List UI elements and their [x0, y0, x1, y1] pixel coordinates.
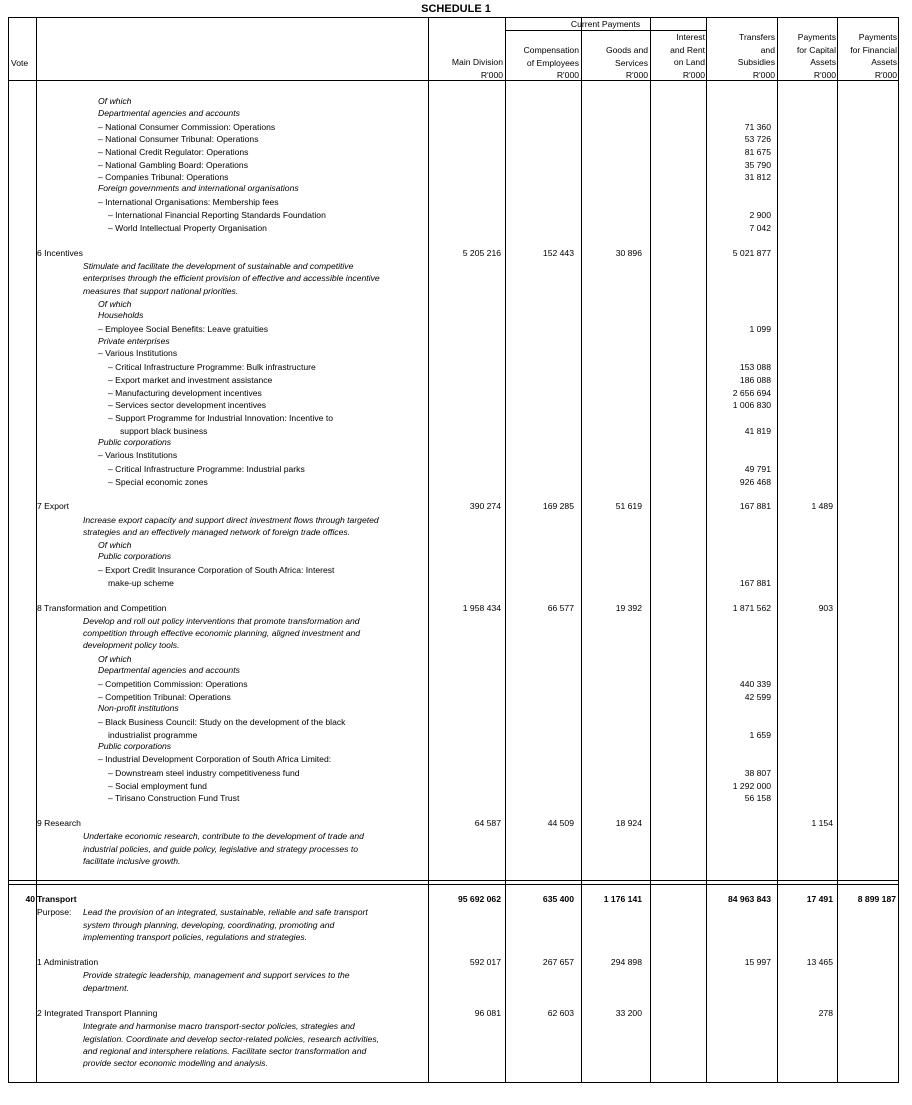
- amount-comp: 635 400: [542, 894, 574, 904]
- line-item-text: – Industrial Development Corporation of South Africa Limited:: [98, 754, 332, 764]
- amount-comp: 267 657: [542, 957, 574, 967]
- unit-label: R'000: [874, 69, 897, 80]
- unit-label: R'000: [480, 69, 503, 80]
- amount-tr: 15 997: [744, 957, 771, 967]
- goods-label: Goods and: [605, 45, 648, 55]
- amount-tr: 1 292 000: [732, 781, 771, 791]
- line-item-text: – Manufacturing development incentives: [108, 388, 262, 398]
- financial-label: Payments: [858, 32, 897, 42]
- financial-assets-header: [838, 31, 897, 81]
- amount-tr: 7 042: [749, 223, 771, 233]
- line-item-text: – Tirisano Construction Fund Trust: [108, 793, 240, 803]
- amount-goods: 51 619: [615, 501, 642, 511]
- line-item-text: – International Financial Reporting Standards Foundation: [108, 210, 326, 220]
- amount-main: 1 958 434: [462, 603, 501, 613]
- amount-main: 5 205 216: [462, 248, 501, 258]
- amount-goods: 30 896: [615, 248, 642, 258]
- compensation-label: Compensation: [523, 45, 579, 55]
- interest-label-3: on Land: [673, 57, 705, 67]
- line-item-text: – National Credit Regulator: Operations: [98, 147, 249, 157]
- line-item-text: Undertake economic research, contribute to the development of trade and: [83, 831, 364, 841]
- goods-label-2: Services: [615, 57, 648, 68]
- amount-comp: 62 603: [547, 1008, 574, 1018]
- line-item-text: – Downstream steel industry competitiveness fund: [108, 768, 300, 778]
- transfers-label-3: Subsidies: [737, 57, 775, 67]
- amount-comp: 169 285: [542, 501, 574, 511]
- col-divider: [777, 18, 778, 1082]
- amount-main: 390 274: [469, 501, 501, 511]
- interest-header: [651, 31, 705, 81]
- line-item-text: – Support Programme for Industrial Innovation: Incentive to: [108, 413, 333, 423]
- capital-label: Payments: [797, 32, 836, 42]
- line-item-text: Increase export capacity and support direct investment flows through targeted: [83, 515, 379, 525]
- amount-goods: 18 924: [615, 818, 642, 828]
- amount-cap: 1 154: [811, 818, 833, 828]
- line-item-text: competition through effective economic planning, aligned investment and: [83, 628, 361, 638]
- schedule-table: [8, 17, 899, 1083]
- line-item-text: provide sector economic modelling and analysis.: [83, 1058, 268, 1068]
- line-item-text: Develop and roll out policy interventions that promote transformation and: [83, 616, 360, 626]
- amount-tr: 53 726: [744, 134, 771, 144]
- section-divider: [9, 880, 898, 881]
- col-divider: [837, 18, 838, 1082]
- amount-cap: 903: [818, 603, 833, 613]
- amount-tr: 35 790: [744, 160, 771, 170]
- line-item-text: implementing transport policies, regulations and strategies.: [83, 932, 308, 942]
- line-item-text: – World Intellectual Property Organisation: [108, 223, 267, 233]
- line-item-text: Of which: [98, 654, 132, 664]
- line-item-text: Lead the provision of an integrated, sustainable, reliable and safe transport: [83, 907, 368, 917]
- amount-tr: 84 963 843: [727, 894, 771, 904]
- line-item-text: and regional and intersphere relations. Facilitate sector transformation and: [83, 1046, 367, 1056]
- col-divider: [36, 18, 37, 1082]
- line-item-text: Departmental agencies and accounts: [98, 665, 240, 675]
- line-item-text: Integrate and harmonise macro transport-sector policies, strategies and: [83, 1021, 355, 1031]
- capital-assets-header: [778, 31, 836, 81]
- transfers-header: [707, 31, 775, 81]
- financial-label-2: for Financial: [850, 44, 897, 55]
- interest-label-2: and Rent: [670, 44, 705, 55]
- line-item-text: Of which: [98, 299, 132, 309]
- interest-label: Interest: [676, 32, 705, 42]
- line-item-text: development policy tools.: [83, 640, 180, 650]
- amount-main: 96 081: [474, 1008, 501, 1018]
- amount-tr: 41 819: [744, 426, 771, 436]
- col-divider: [505, 18, 506, 1082]
- vote-number: 40: [25, 894, 35, 904]
- line-item-text: make-up scheme: [108, 578, 174, 588]
- amount-tr: 440 339: [739, 679, 771, 689]
- unit-label: R'000: [752, 69, 775, 80]
- line-item-text: Provide strategic leadership, management and support services to the: [83, 970, 350, 980]
- current-payments-header: Current Payments: [570, 19, 641, 29]
- schedule-title: SCHEDULE 1: [421, 3, 491, 15]
- line-item-text: – Competition Commission: Operations: [98, 679, 248, 689]
- line-item-text: – Social employment fund: [108, 781, 207, 791]
- amount-goods: 1 176 141: [603, 894, 642, 904]
- line-item-text: – Black Business Council: Study on the development of the black: [98, 717, 346, 727]
- transfers-label-2: and: [760, 44, 775, 55]
- amount-cap: 17 491: [806, 894, 833, 904]
- amount-cap: 278: [818, 1008, 833, 1018]
- line-item-text: – National Consumer Commission: Operations: [98, 122, 276, 132]
- line-item-text: – Various Institutions: [98, 348, 178, 358]
- amount-tr: 71 360: [744, 122, 771, 132]
- line-item-text: – Employee Social Benefits: Leave gratuities: [98, 324, 269, 334]
- amount-tr: 153 088: [739, 362, 771, 372]
- line-item-text: – Critical Infrastructure Programme: Bulk infrastructure: [108, 362, 316, 372]
- amount-cap: 13 465: [806, 957, 833, 967]
- line-item-text: 8 Transformation and Competition: [37, 603, 167, 613]
- col-divider: [650, 18, 651, 1082]
- line-item-text: Of which: [98, 96, 132, 106]
- goods-services-header: [582, 44, 648, 82]
- amount-tr: 2 900: [749, 210, 771, 220]
- line-item-text: 2 Integrated Transport Planning: [37, 1008, 158, 1018]
- transfers-label: Transfers: [739, 32, 775, 42]
- amount-tr: 5 021 877: [732, 248, 771, 258]
- amount-fin: 8 899 187: [857, 894, 896, 904]
- line-item-text: – Export Credit Insurance Corporation of South Africa: Interest: [98, 565, 335, 575]
- amount-cap: 1 489: [811, 501, 833, 511]
- section-divider: [9, 884, 898, 885]
- amount-tr: 81 675: [744, 147, 771, 157]
- unit-label: R'000: [813, 69, 836, 80]
- amount-tr: 38 807: [744, 768, 771, 778]
- amount-tr: 31 812: [744, 172, 771, 182]
- amount-comp: 44 509: [547, 818, 574, 828]
- line-item-text: Transport: [37, 894, 77, 904]
- line-item-text: – National Consumer Tribunal: Operations: [98, 134, 259, 144]
- line-item-text: Private enterprises: [98, 336, 170, 346]
- amount-tr: 2 656 694: [732, 388, 771, 398]
- line-item-text: system through planning, developing, coordinating, promoting and: [83, 920, 335, 930]
- line-item-text: Purpose:: [37, 907, 72, 917]
- line-item-text: – Critical Infrastructure Programme: Industrial parks: [108, 464, 305, 474]
- amount-tr: 926 468: [739, 477, 771, 487]
- unit-label: R'000: [625, 70, 648, 80]
- financial-label-3: Assets: [871, 57, 897, 67]
- line-item-text: – Companies Tribunal: Operations: [98, 172, 229, 182]
- line-item-text: legislation. Coordinate and develop sector-related policies, research activities,: [83, 1034, 380, 1044]
- line-item-text: Foreign governments and international organisations: [98, 183, 299, 193]
- line-item-text: 1 Administration: [37, 957, 99, 967]
- line-item-text: Public corporations: [98, 741, 172, 751]
- amount-tr: 56 158: [744, 793, 771, 803]
- col-divider: [581, 18, 582, 1082]
- amount-comp: 152 443: [542, 248, 574, 258]
- capital-label-2: for Capital: [796, 44, 836, 55]
- line-item-text: support black business: [120, 426, 208, 436]
- line-item-text: Non-profit institutions: [98, 703, 179, 713]
- line-item-text: 7 Export: [37, 501, 70, 511]
- amount-tr: 1 871 562: [732, 603, 771, 613]
- line-item-text: 6 Incentives: [37, 248, 83, 258]
- amount-comp: 66 577: [547, 603, 574, 613]
- line-item-text: industrialist programme: [108, 730, 198, 740]
- line-item-text: – Export market and investment assistance: [108, 375, 273, 385]
- compensation-label-2: of Employees: [526, 57, 579, 68]
- line-item-text: – Competition Tribunal: Operations: [98, 692, 231, 702]
- line-item-text: department.: [83, 983, 129, 993]
- amount-main: 95 692 062: [457, 894, 501, 904]
- unit-label: R'000: [682, 69, 705, 80]
- line-item-text: Departmental agencies and accounts: [98, 108, 240, 118]
- line-item-text: Of which: [98, 540, 132, 550]
- compensation-header: [506, 44, 579, 82]
- amount-goods: 294 898: [610, 957, 642, 967]
- vote-header: Vote: [11, 58, 29, 68]
- amount-tr: 1 099: [749, 324, 771, 334]
- amount-tr: 186 088: [739, 375, 771, 385]
- amount-tr: 167 881: [739, 578, 771, 588]
- amount-goods: 33 200: [615, 1008, 642, 1018]
- line-item-text: facilitate inclusive growth.: [83, 856, 181, 866]
- line-item-text: – National Gambling Board: Operations: [98, 160, 248, 170]
- unit-label: R'000: [556, 70, 579, 80]
- amount-tr: 167 881: [739, 501, 771, 511]
- amount-main: 64 587: [474, 818, 501, 828]
- line-item-text: – Services sector development incentives: [108, 400, 267, 410]
- line-item-text: Households: [98, 310, 144, 320]
- line-item-text: 9 Research: [37, 818, 81, 828]
- amount-tr: 49 791: [744, 464, 771, 474]
- line-item-text: – Various Institutions: [98, 450, 178, 460]
- line-item-text: enterprises through the efficient provision of effective and accessible incentive: [83, 273, 380, 283]
- line-item-text: Public corporations: [98, 551, 172, 561]
- main-division-header: [429, 56, 503, 81]
- amount-goods: 19 392: [615, 603, 642, 613]
- line-item-text: Stimulate and facilitate the development of sustainable and competitive: [83, 261, 354, 271]
- line-item-text: – Special economic zones: [108, 477, 208, 487]
- line-item-text: measures that support national priorities.: [83, 286, 239, 296]
- line-item-text: – International Organisations: Membership fees: [98, 197, 279, 207]
- amount-tr: 42 599: [744, 692, 771, 702]
- amount-tr: 1 659: [749, 730, 771, 740]
- amount-tr: 1 006 830: [732, 400, 771, 410]
- main-division-label: Main Division: [451, 57, 503, 67]
- amount-main: 592 017: [469, 957, 501, 967]
- line-item-text: industrial policies, and guide policy, legislative and strategy processes to: [83, 844, 358, 854]
- line-item-text: Public corporations: [98, 437, 172, 447]
- capital-label-3: Assets: [810, 57, 836, 67]
- line-item-text: strategies and an effectively managed network of foreign trade offices.: [83, 527, 351, 537]
- col-divider: [428, 18, 429, 1082]
